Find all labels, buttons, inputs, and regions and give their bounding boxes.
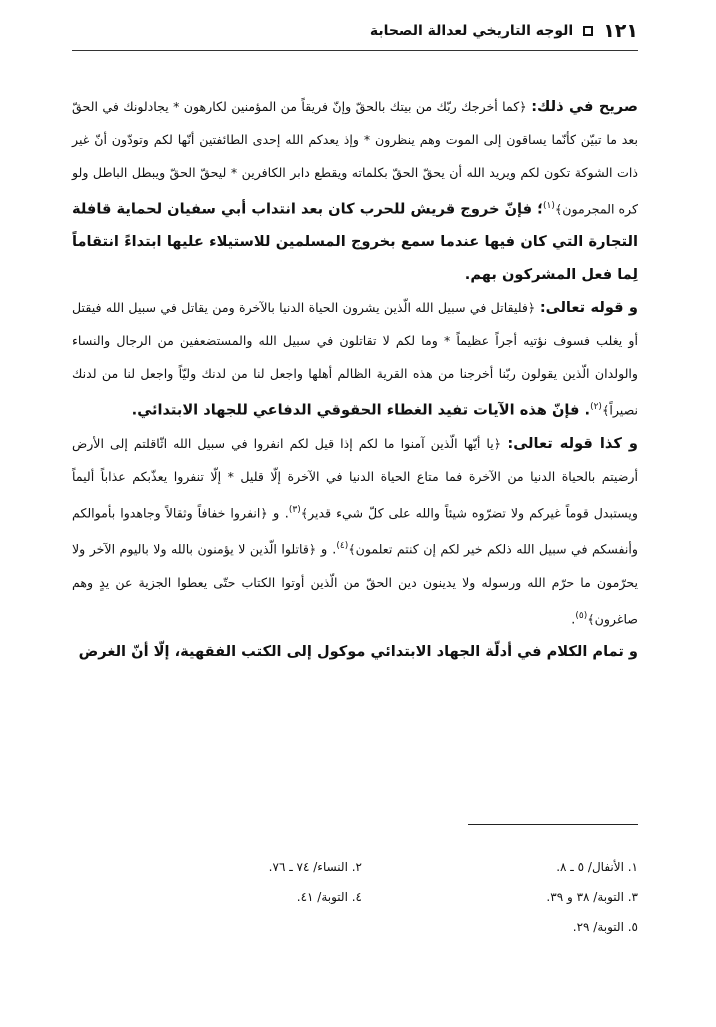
footnote-ref-5[interactable]: (٥)	[575, 610, 588, 621]
running-title: الوجه التاريخي لعدالة الصحابة	[369, 23, 574, 39]
p2-intro: و قوله تعالى:	[539, 299, 638, 317]
paragraph-3	[72, 428, 638, 636]
footnote-ref-4[interactable]: (٤)	[336, 541, 349, 552]
footnote-1: ١. الأنفال/ ٥ ـ ٨.	[556, 860, 638, 874]
square-separator-icon	[583, 26, 593, 36]
p1-quote: ﴿كما أخرجك ربّك من بيتك بالحقّ وإنّ فريقاً من المؤمنين لكارهون * يجادلونك في الحقّ بعد ما تبيّن كأنّما يساقون إلى الموت وهم ينظرون * وإذ يعدكم الله إحدى الطائفتين أنّها لكم وتودّون أنّ غير ذات الشوكة تكون لكم ويريد الله أن يحقّ الحقّ بكلماته ويقطع دابر الكافرين * ليحقّ الحقّ ويبطل الباطل ولو كره المجرمون﴾	[72, 99, 639, 217]
footnote-ref-1[interactable]: (١)	[543, 201, 555, 211]
p2-quote: ﴿فليقاتل في سبيل الله الّذين يشرون الحياة الدنيا بالآخرة ومن يقاتل في سبيل الله فيقتل أو يغلب فسوف نؤتيه أجراً عظيماً * وما لكم لا تقاتلون في سبيل الله والمستضعفين من الرجال والنساء والولدان الّذين يقولون ربّنا أخرجنا من هذه القرية الظالم أهلها واجعل لنا من لدنك وليّاً واجعل لنا من لدنك نصيراً﴾	[72, 300, 638, 418]
p3-end: .	[571, 612, 576, 628]
page-number: ١٢١	[603, 20, 638, 42]
header-rule	[72, 50, 638, 51]
footnote-2: ٢. النساء/ ٧٤ ـ ٧٦.	[268, 860, 362, 874]
p3-quote-3: ﴿قاتلوا الّذين لا يؤمنون بالله ولا باليوم الآخر ولا يحرّمون ما حرّم الله ورسوله ولا يدينون دين الحقّ من الّذين أوتوا الكتاب حتّى يعطوا الجزية عن يدٍ وهم صاغرون﴾	[72, 541, 638, 627]
footnote-4: ٤. التوبة/ ٤١.	[296, 890, 362, 904]
p3-mid-2: . و	[316, 542, 337, 558]
paragraph-4: و تمام الكلام في أدلّة الجهاد الابتدائي موكول إلى الكتب الفقهية، إلّا أنّ الغرض	[78, 643, 638, 661]
footnote-3: ٣. التوبة/ ٣٨ و ٣٩.	[546, 890, 638, 904]
footnote-5: ٥. التوبة/ ٢٩.	[572, 920, 638, 934]
footnote-rule	[468, 824, 638, 825]
book-page	[72, 14, 638, 1014]
paragraph-1	[72, 91, 638, 292]
paragraph-2	[72, 292, 638, 427]
footnote-ref-3[interactable]: (٣)	[288, 504, 301, 515]
footnote-row	[72, 852, 638, 882]
p3-mid-1: . و	[267, 506, 289, 522]
p3-intro: و كذا قوله تعالى:	[507, 434, 638, 452]
p1-comment: ؛ فإنّ خروج قريش للحرب كان بعد انتداب أبي سفيان لحماية قافلة التجارة التي كان فيها عندما سمع بخروج المسلمين للاستيلاء عليها ابتداءً انتقاماً لِما فعل المشركون بهم.	[72, 200, 638, 284]
p2-comment: . فإنّ هذه الآيات تفيد الغطاء الحقوقي الدفاعي للجهاد الابتدائي.	[131, 401, 591, 419]
footnotes	[72, 852, 638, 942]
footnote-row	[72, 882, 638, 912]
footnote-row	[72, 912, 638, 942]
p3-quote-1: ﴿يا أيّها الّذين آمنوا ما لكم إذا قيل لكم انفروا في سبيل الله اثّاقلتم إلى الأرض أرضيتم بالحياة الدنيا من الآخرة فما متاع الحياة الدنيا في الآخرة إلّا قليل * إلّا تنفروا يعذّبكم عذاباً أليماً ويستبدل قوماً غيركم ولا تضرّوه شيئاً والله على كلّ شيء قدير﴾	[72, 435, 638, 521]
p1-intro: صريح في ذلك:	[531, 98, 638, 115]
footnote-ref-2[interactable]: (٢)	[590, 402, 602, 413]
p3-quote-2: ﴿انفروا خفافاً وثقالاً وجاهدوا بأموالكم وأنفسكم في سبيل الله ذلكم خير لكم إن كنتم تعلمون﴾	[72, 505, 638, 557]
running-head	[72, 14, 638, 48]
body-text	[72, 91, 638, 668]
